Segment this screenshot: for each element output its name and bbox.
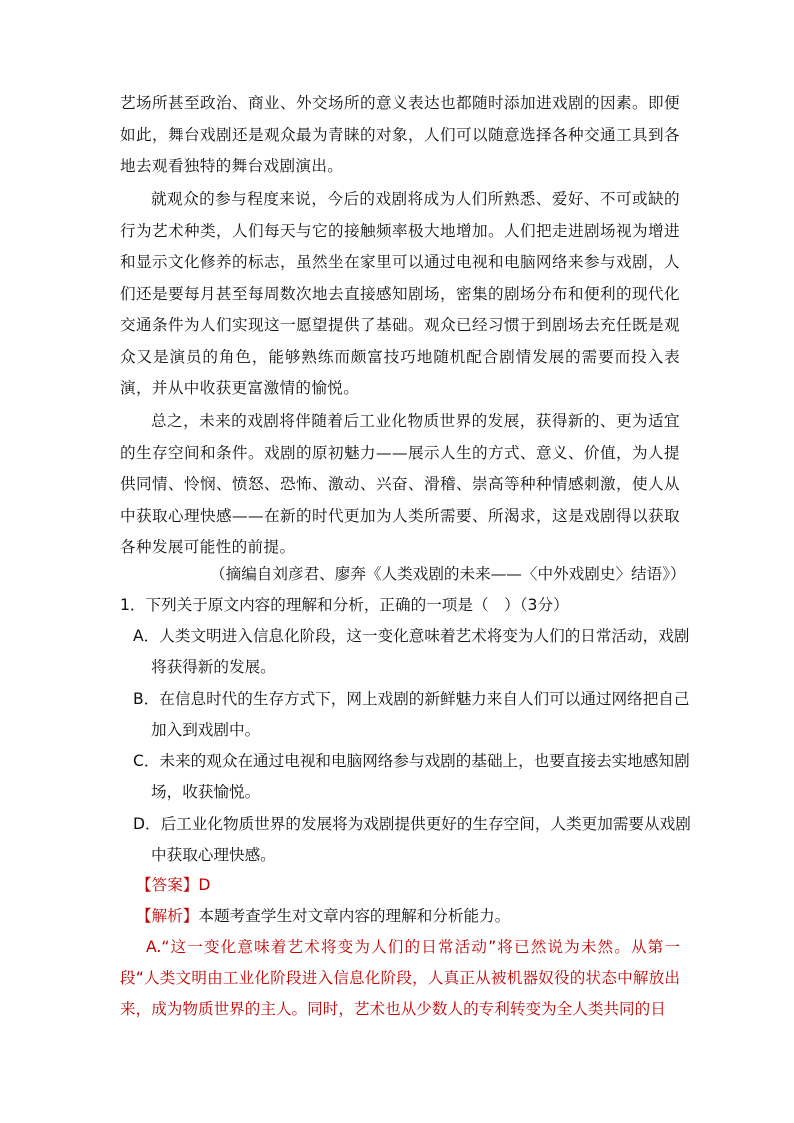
analysis-label: 【解析】 [136,907,199,925]
analysis-text: 本题考查学生对文章内容的理解和分析能力。 [198,907,511,925]
passage-source: （摘编自刘彦君、廖奔《人类戏剧的未来——〈中外戏剧史〉结语》） [210,565,686,583]
option-c: C．未来的观众在通过电视和电脑网络参与戏剧的基础上，也要直接去实地感知剧场，收获愉悦。 [133,752,690,801]
passage-paragraph-1: 艺场所甚至政治、商业、外交场所的意义表达也都随时添加进戏剧的因素。即便如此，舞台戏剧还是观众最为青睐的对象，人们可以随意选择各种交通工具到各地去观看独特的舞台戏剧演出。 [120,94,680,175]
passage-paragraph-2: 就观众的参与程度来说，今后的戏剧将成为人们所熟悉、爱好、不可或缺的行为艺术种类，人们每天与它的接触频率极大地增加。人们把走进剧场视为增进和显示文化修养的标志，虽然坐在家里可以通过电视和电脑网络来参与戏剧，人们还是要每月甚至每周数次地去直接感知剧场，密集的剧场分布和便利的现代化交通条件为人们实现这一愿望提供了基础。观众已经习惯于到剧场去充任既是观众又是演员的角色，能够熟练而颇富技巧地随机配合剧情发展的需要而投入表演，并从中收获更富激情的愉悦。 [120,190,680,397]
option-d: D．后工业化物质世界的发展将为戏剧提供更好的生存空间，人类更加需要从戏剧中获取心理快感。 [133,815,691,864]
option-b: B．在信息时代的生存方式下，网上戏剧的新鲜魅力来自人们可以通过网络把自己加入到戏剧中。 [133,690,690,739]
analysis-line [136,901,510,932]
explanation-text: A.“这一变化意味着艺术将变为人们的日常活动”将已然说为未然。从第一段“人类文明由工业化阶段进入信息化阶段，人真正从被机器奴役的状态中解放出来，成为物质世界的主人。同时，艺术也从少数人的专利转变为全人类共同的日 [120,938,680,1018]
passage-paragraph-3: 总之，未来的戏剧将伴随着后工业化物质世界的发展，获得新的、更为适宜的生存空间和条件。戏剧的原初魅力——展示人生的方式、意义、价值，为人提供同情、怜悯、愤怒、恐怖、激动、兴奋、滑稽、崇高等种种情感刺激，使人从中获取心理快感——在新的时代更加为人类所需要、所渴求，这是戏剧得以获取各种发展可能性的前提。 [120,412,680,556]
question-stem: 1．下列关于原文内容的理解和分析，正确的一项是（ ）（3分） [120,596,569,614]
answer-label: 【答案】 [136,876,199,894]
option-a: A．人类文明进入信息化阶段，这一变化意味着艺术将变为人们的日常活动，戏剧将获得新的发展。 [133,627,690,676]
answer-line [136,870,210,901]
answer-value: D [198,876,211,894]
